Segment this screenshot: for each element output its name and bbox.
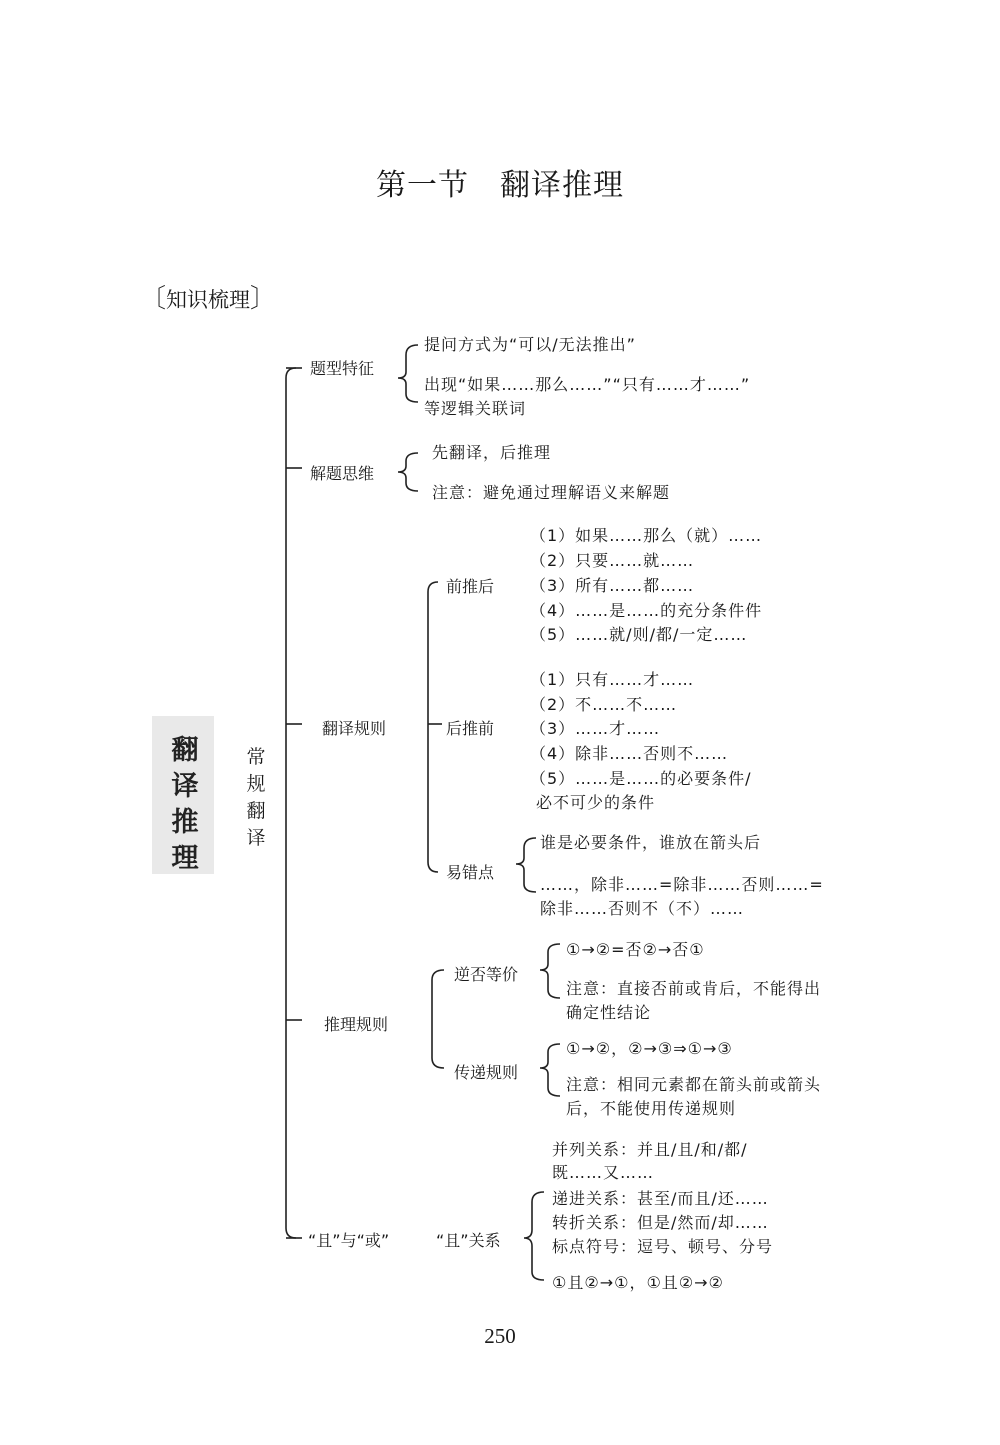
and-item: 转折关系：但是/然而/却……	[552, 1213, 769, 1232]
and-relation-label: “且”关系	[436, 1231, 501, 1250]
translation-rules-line	[428, 582, 438, 872]
approach-brace	[398, 453, 418, 491]
and-item: 既……又……	[552, 1163, 655, 1182]
transitive-item: 后，不能使用传递规则	[566, 1099, 737, 1118]
sub-root-char-2: 规	[246, 773, 266, 795]
branch-andor-label: “且”与“或”	[308, 1231, 390, 1250]
transitive-brace	[540, 1044, 560, 1096]
features-item: 提问方式为“可以/无法推出”	[424, 335, 636, 354]
approach-item: 先翻译，后推理	[432, 443, 552, 462]
transitive-label: 传递规则	[454, 1063, 519, 1082]
transitive-item: 注意：相同元素都在箭头前或箭头	[566, 1075, 822, 1094]
and-item: 递进关系：甚至/而且/还……	[552, 1189, 769, 1208]
section-open-bracket: 〔	[140, 284, 167, 314]
inference-rules-line	[432, 970, 444, 1068]
backward-item: 必不可少的条件	[536, 793, 656, 812]
backward-label: 后推前	[446, 719, 495, 738]
forward-item: （5）……就/则/都/一定……	[530, 625, 748, 644]
branch-inference-label: 推理规则	[324, 1015, 389, 1034]
and-brace	[524, 1192, 544, 1280]
root-char-4: 理	[171, 843, 199, 874]
backward-item: （1）只有……才……	[530, 670, 695, 689]
approach-item: 注意：避免通过理解语义来解题	[432, 483, 671, 502]
pitfalls-item: ……，除非……=除非……否则……=	[540, 875, 824, 894]
backward-item: （2）不……不……	[530, 695, 678, 714]
sub-root-char-4: 译	[246, 827, 266, 849]
contrapositive-label: 逆否等价	[454, 965, 519, 984]
features-brace	[398, 345, 418, 402]
page-title: 第一节 翻译推理	[376, 168, 624, 203]
contrapositive-brace	[540, 944, 560, 998]
contrapositive-item: 注意：直接否前或肯后，不能得出	[566, 979, 822, 998]
branch-approach-label: 解题思维	[310, 464, 375, 483]
sub-root-char-1: 常	[246, 746, 266, 768]
branch-translation-label: 翻译规则	[322, 719, 387, 738]
forward-item: （1）如果……那么（就）……	[530, 526, 763, 545]
pitfalls-item: 除非……否则不（不）……	[540, 899, 745, 918]
and-item: ①且②→①，①且②→②	[552, 1273, 724, 1292]
page-number: 250	[484, 1324, 516, 1348]
trunk-line	[286, 368, 296, 1238]
backward-item: （3）……才……	[530, 719, 661, 738]
root-char-3: 推	[171, 807, 199, 838]
pitfalls-item: 谁是必要条件，谁放在箭头后	[540, 833, 762, 852]
transitive-item: ①→②，②→③⇒①→③	[566, 1039, 733, 1058]
forward-item: （3）所有……都……	[530, 576, 695, 595]
pitfalls-brace	[516, 838, 536, 892]
contrapositive-item: ①→②=否②→否①	[566, 940, 705, 959]
forward-item: （2）只要……就……	[530, 551, 695, 570]
features-item: 等逻辑关联词	[424, 399, 527, 418]
features-item: 出现“如果……那么……”“只有……才……”	[424, 375, 751, 394]
and-item: 标点符号：逗号、顿号、分号	[552, 1237, 774, 1256]
forward-label: 前推后	[446, 577, 495, 596]
backward-item: （5）……是……的必要条件/	[530, 769, 752, 788]
and-item: 并列关系：并且/且/和/都/	[552, 1140, 748, 1159]
forward-item: （4）……是……的充分条件件	[530, 601, 763, 620]
sub-root-char-3: 翻	[246, 800, 266, 822]
section-label: 知识梳理	[166, 288, 251, 312]
root-char-1: 翻	[171, 735, 199, 766]
branch-features-label: 题型特征	[310, 359, 375, 378]
pitfalls-label: 易错点	[446, 863, 495, 882]
contrapositive-item: 确定性结论	[566, 1003, 652, 1022]
section-close-bracket: 〕	[250, 284, 277, 314]
backward-item: （4）除非……否则不……	[530, 744, 729, 763]
root-char-2: 译	[171, 771, 199, 802]
